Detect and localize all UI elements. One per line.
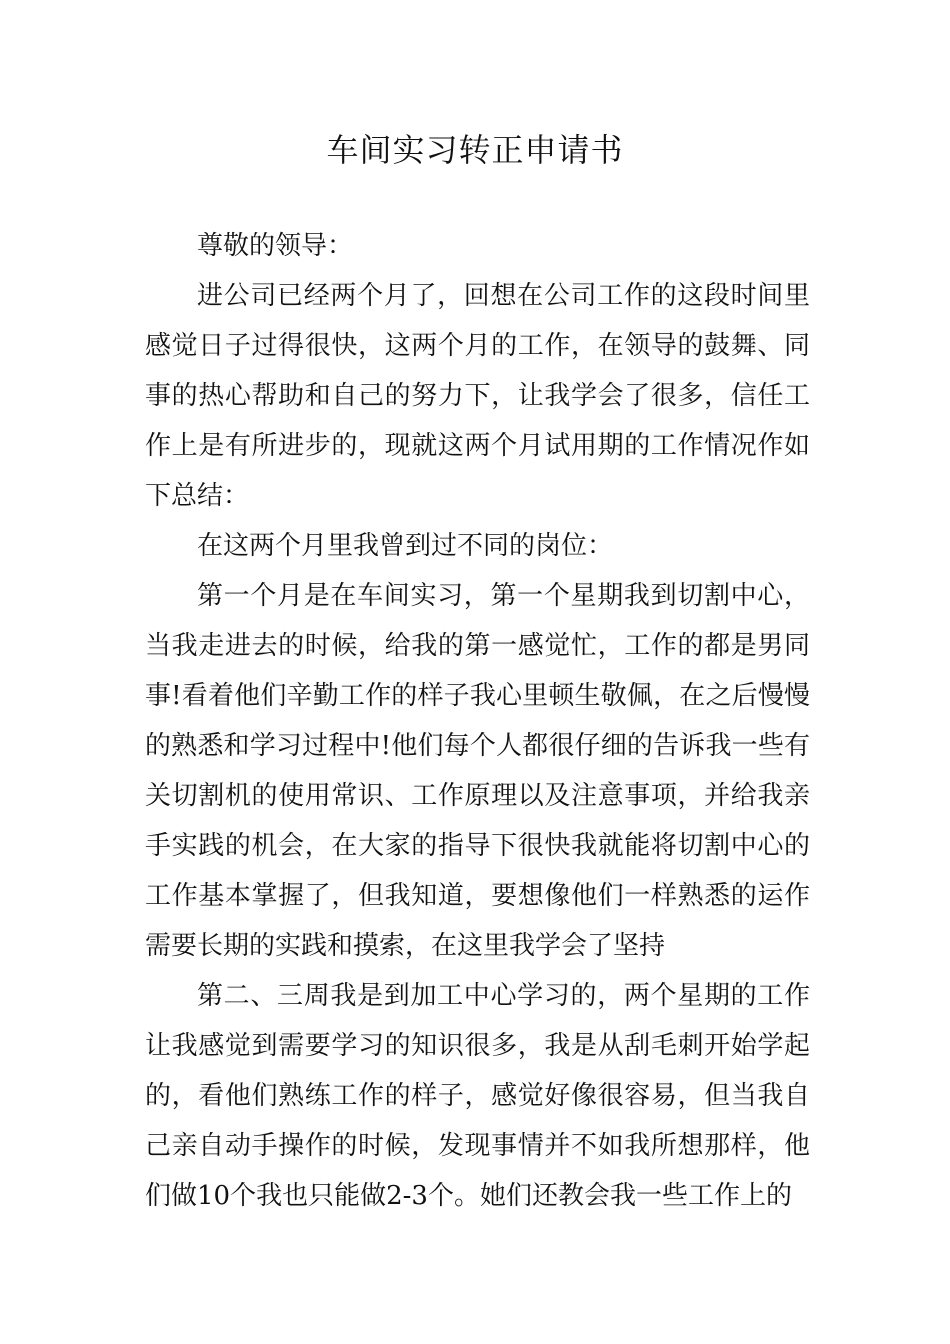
document-title: 车间实习转正申请书 (326, 131, 624, 169)
body-paragraph: 在这两个月里我曾到过不同的岗位： (197, 531, 614, 561)
body-paragraph: 第一个月是在车间实习，第一个星期我到切割中心，当我走进去的时候，给我的第一感觉忙，工作的都是男同事!看着他们辛勤工作的样子我心里顿生敬佩，在之后慢慢的熟悉和学习过程中!他们每个人都很仔细的告诉我一些有关切割机的使用常识、工作原理以及注意事项，并给我亲手实践的机会，在大家的指导下很快我就能将切割中心的工作基本掌握了，但我知道，要想像他们一样熟悉的运作需要长期的实践和摸索，在这里我学会了坚持 (145, 581, 810, 961)
document-body (145, 221, 810, 1221)
body-paragraph: 进公司已经两个月了，回想在公司工作的这段时间里感觉日子过得很快，这两个月的工作，在领导的鼓舞、同事的热心帮助和自己的努力下，让我学会了很多，信任工作上是有所进步的，现就这两个月试用期的工作情况作如下总结： (145, 281, 810, 511)
body-paragraph: 第二、三周我是到加工中心学习的，两个星期的工作让我感觉到需要学习的知识很多，我是从刮毛刺开始学起的，看他们熟练工作的样子，感觉好像很容易，但当我自己亲自动手操作的时候，发现事情并不如我所想那样，他们做10个我也只能做2-3个。她们还教会我一些工作上的 (145, 981, 810, 1211)
salutation-paragraph: 尊敬的领导： (197, 231, 354, 261)
